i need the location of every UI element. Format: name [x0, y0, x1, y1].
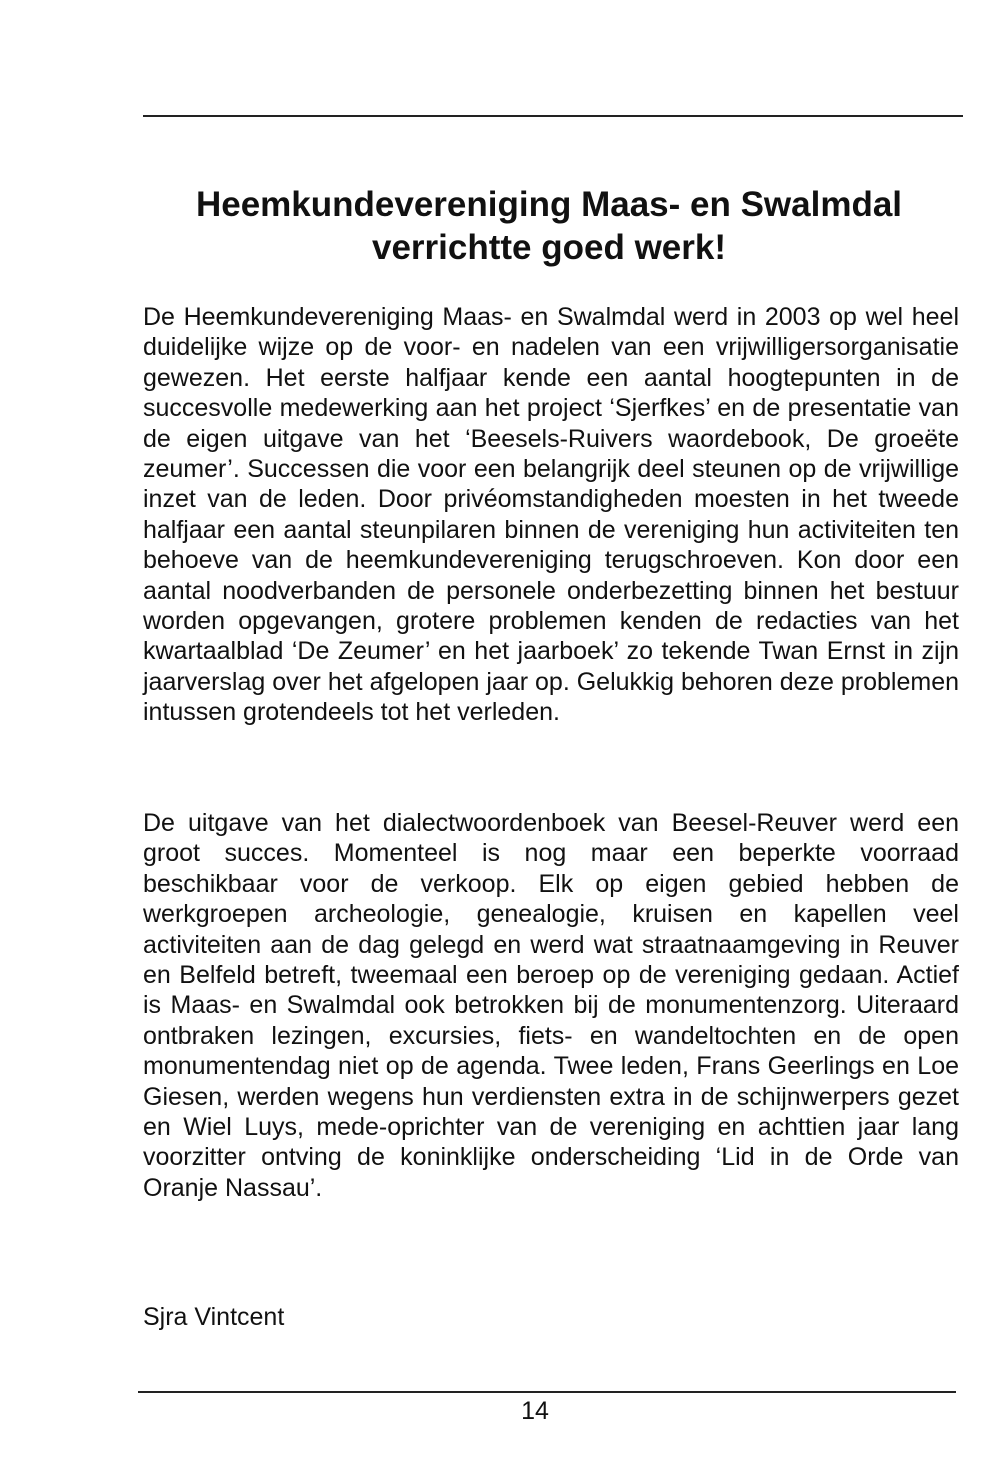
- top-divider: [143, 115, 963, 117]
- title-line-2: verrichtte goed werk!: [372, 228, 726, 267]
- paragraph-1: De Heemkundevereniging Maas- en Swalmdal werd in 2003 op wel heel duidelijke wijze op de voor- en nadelen van een vrijwilligersorganisatie gewezen. Het eerste halfjaar kende een aantal hoogtepunten in de succesvolle medewerking aan het project ‘Sjerfkes’ en de presentatie van de eigen uitgave van het ‘Beesels-Ruivers waordebook, De groeëte zeumer’. Successen die voor een belangrijk deel steunen op de vrijwillige inzet van de leden. Door privéomstandigheden moesten in het tweede halfjaar een aantal steunpilaren binnen de vereniging hun activiteiten ten behoeve van de heemkundevereniging terugschroeven. Kon door een aantal noodverbanden de personele onderbezetting binnen het bestuur worden opgevangen, grotere problemen kenden de redacties van het kwartaalblad ‘De Zeumer’ en het jaarboek’ zo tekende Twan Ernst in zijn jaarverslag over het afgelopen jaar op. Gelukkig behoren deze problemen intussen grotendeels tot het verleden.: [143, 303, 959, 727]
- paragraph-2: De uitgave van het dialectwoordenboek van Beesel-Reuver werd een groot succes. Momenteel is nog maar een beperkte voorraad beschikbaar voor de verkoop. Elk op eigen gebied hebben de werkgroepen archeologie, genealogie, kruisen en kapellen veel activiteiten aan de dag gelegd en werd wat straatnaamgeving in Reuver en Belfeld betreft, tweemaal een beroep op de vereniging gedaan. Actief is Maas- en Swalmdal ook betrokken bij de monumentenzorg. Uiteraard ontbraken lezingen, excursies, fiets- en wandeltochten en de open monumentendag niet op de agenda. Twee leden, Frans Geerlings en Loe Giesen, werden wegens hun verdiensten extra in de schijnwerpers gezet en Wiel Luys, mede-oprichter van de vereniging en achttien jaar lang voorzitter ontving de koninklijke onderscheiding ‘Lid in de Orde van Oranje Nassau’.: [143, 809, 959, 1202]
- bottom-divider: [138, 1391, 956, 1393]
- page-number: 14: [521, 1397, 549, 1425]
- title-line-1: Heemkundevereniging Maas- en Swalmdal: [195, 185, 903, 224]
- author-name: Sjra Vintcent: [143, 1303, 285, 1331]
- article-title: [140, 183, 958, 269]
